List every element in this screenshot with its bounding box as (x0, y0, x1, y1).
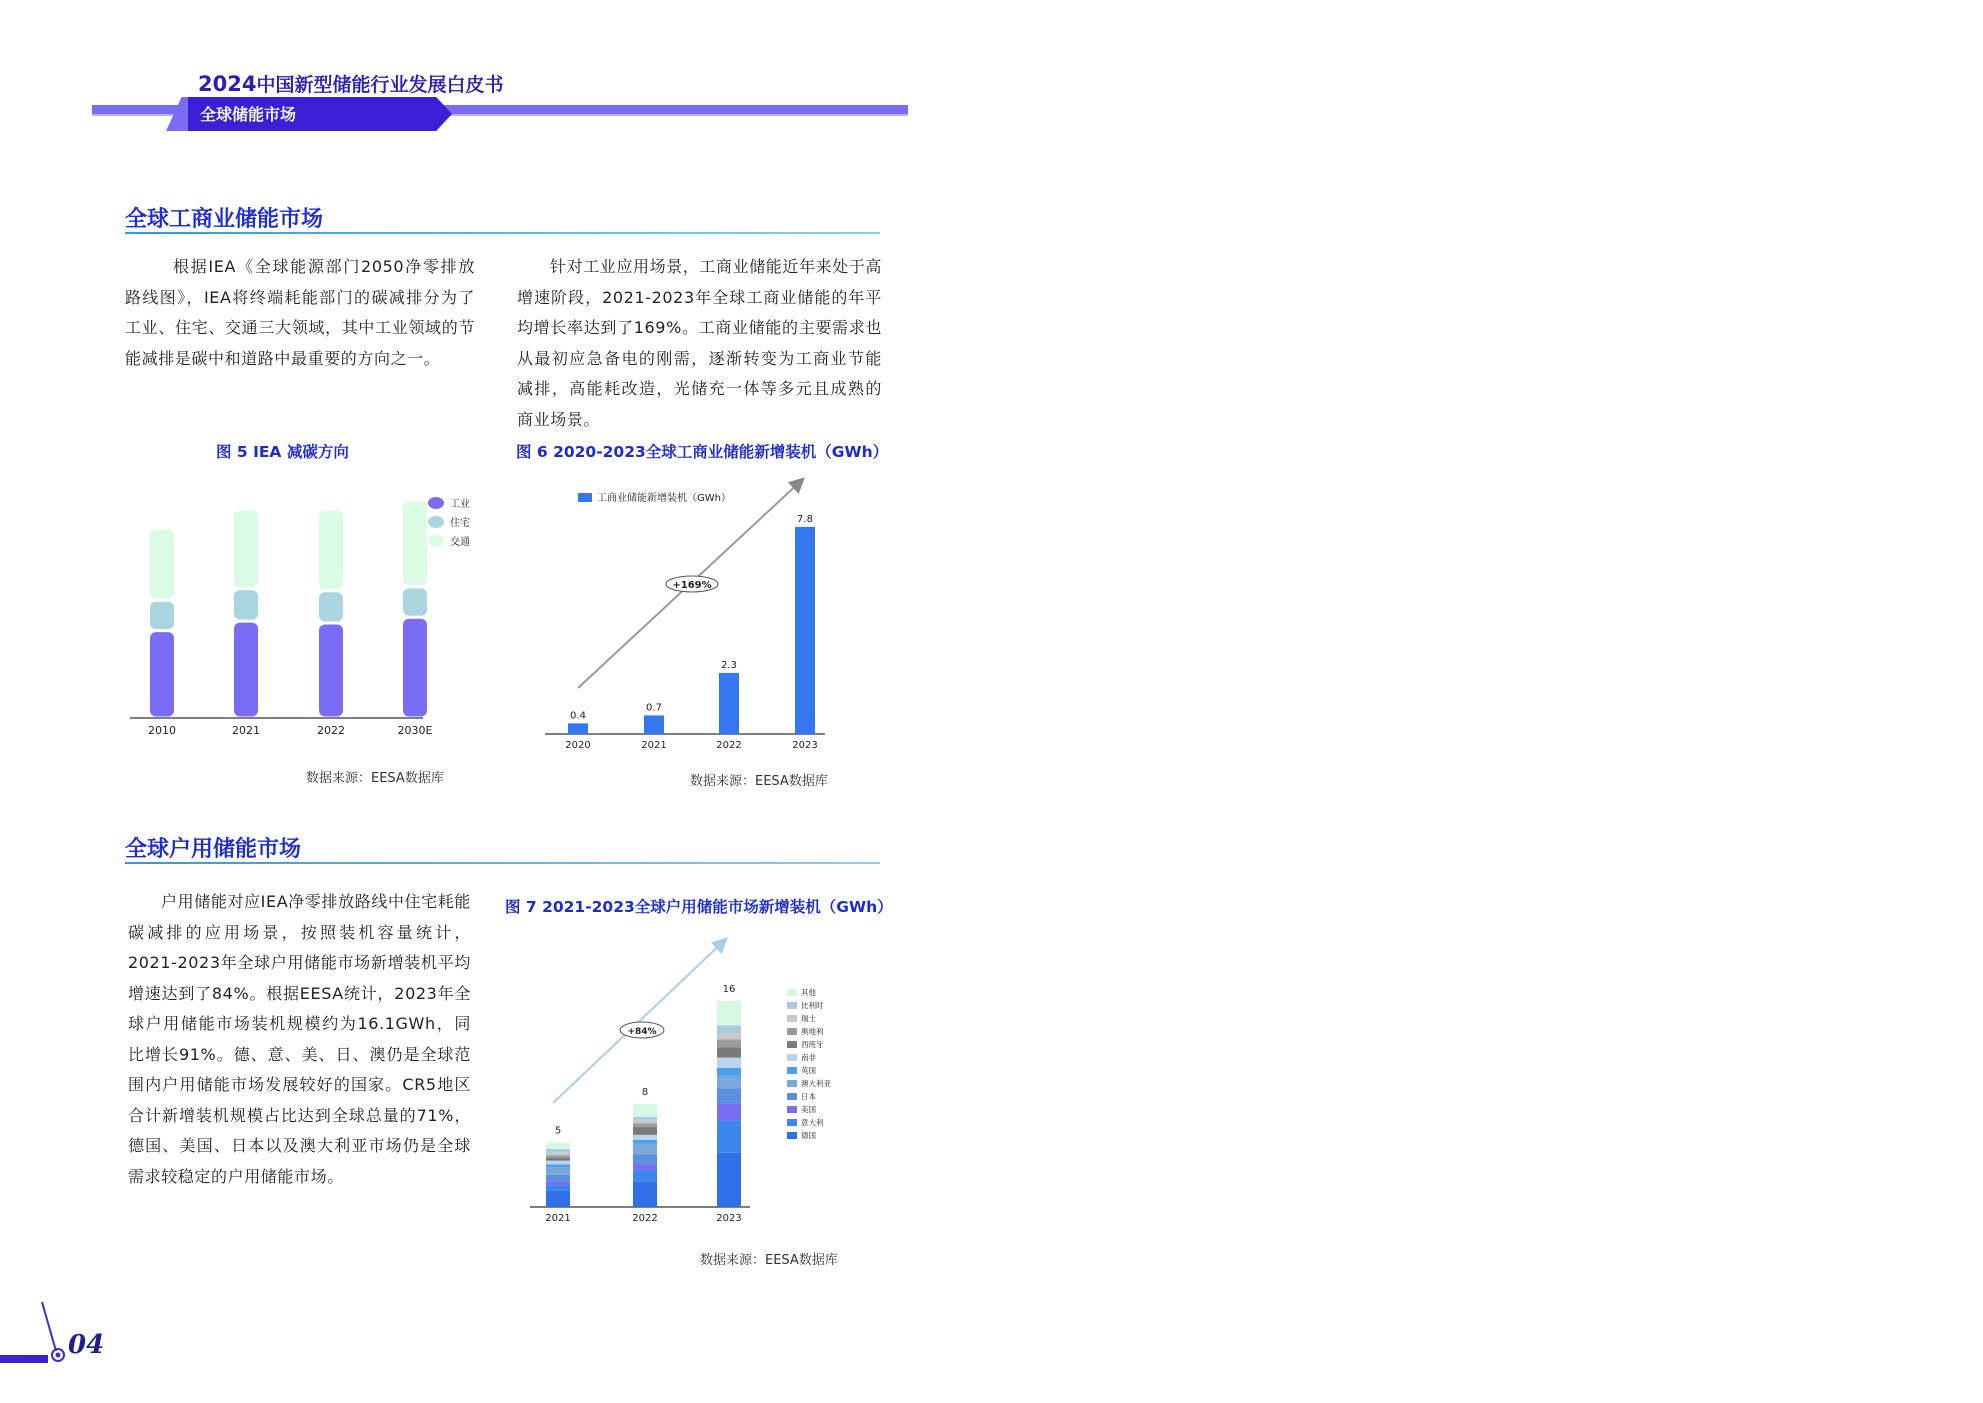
section-tab-label: 全球储能市场 (200, 105, 297, 124)
bar-segment-residential (403, 588, 427, 615)
data-label: 5 (554, 1125, 562, 1137)
bar-segment (633, 1170, 657, 1183)
figure-caption-6: 图 6 2020-2023全球工商业储能新增装机（GWh） (516, 443, 889, 461)
page-number: 04 (68, 1330, 105, 1360)
legend-label: 美国 (801, 1105, 816, 1114)
figure-caption-7: 图 7 2021-2023全球户用储能市场新增装机（GWh） (505, 898, 893, 916)
legend-swatch (428, 535, 444, 547)
x-tick-label: 2030E (397, 724, 433, 737)
bar-segment-industry (403, 619, 427, 717)
legend-swatch (428, 497, 444, 509)
x-tick-label: 2022 (716, 740, 742, 751)
residential-storage-chart (525, 935, 855, 1235)
legend-swatch (787, 1080, 797, 1087)
legend-label: 瑞士 (801, 1014, 816, 1023)
figure-source-7: 数据来源：EESA数据库 (700, 1253, 838, 1268)
legend-label: 工商业储能新增装机（GWh） (597, 493, 731, 504)
document-title-year: 2024 (198, 72, 257, 96)
legend-label: 澳大利亚 (801, 1079, 831, 1088)
growth-label: +169% (672, 580, 712, 591)
legend-label: 德国 (801, 1131, 816, 1140)
x-tick-label: 2022 (317, 724, 345, 737)
bar-segment (633, 1154, 657, 1164)
x-tick-label: 2020 (565, 740, 591, 751)
paragraph-commercial: 针对工业应用场景，工商业储能近年来处于高增速阶段，2021-2023年全球工商业储能的年平均增长率达到了169%。工商业储能的主要需求也从最初应急备电的刚需，逐渐转变为工商业节能减排，高能耗改造，光储充一体等多元且成熟的商业场景。 (517, 257, 883, 429)
legend-label: 意大利 (801, 1118, 824, 1127)
bar-segment-industry (150, 632, 174, 716)
legend-label: 比利时 (801, 1001, 824, 1010)
x-tick-label: 2021 (641, 740, 667, 751)
bar-segment-residential (150, 602, 174, 629)
bar-segment-transport (403, 501, 427, 585)
legend-label: 奥地利 (801, 1027, 824, 1036)
legend-swatch (787, 1132, 797, 1139)
page-marker-icon (0, 1295, 70, 1375)
data-label: 8 (641, 1086, 649, 1098)
iea-decarbonization-chart (120, 470, 500, 740)
bar-segment (633, 1164, 657, 1169)
bar (719, 673, 739, 734)
legend-label: 西班牙 (801, 1040, 824, 1049)
bar-segment (546, 1164, 570, 1167)
legend-swatch (578, 493, 592, 502)
bar-segment (717, 1104, 741, 1121)
bar-segment (546, 1149, 570, 1153)
legend-swatch (787, 989, 797, 996)
bar (644, 715, 664, 734)
bar-segment (717, 1121, 741, 1153)
legend-swatch (787, 1106, 797, 1113)
legend-swatch (787, 1028, 797, 1035)
x-tick-label: 2021 (545, 1213, 571, 1224)
commercial-storage-chart (540, 470, 840, 760)
bar-segment (717, 1001, 741, 1025)
bar-segment (633, 1117, 657, 1121)
legend-swatch (787, 1054, 797, 1061)
bar-segment (546, 1158, 570, 1161)
bar (795, 527, 815, 734)
section-rule (125, 232, 880, 234)
bar-segment (717, 1047, 741, 1057)
bar-segment (546, 1181, 570, 1185)
legend-label: 住宅 (450, 518, 470, 529)
legend-swatch (787, 1015, 797, 1022)
figure-caption-5: 图 5 IEA 减碳方向 (216, 443, 349, 461)
data-label: 2.3 (721, 659, 737, 671)
x-tick-label: 2010 (148, 724, 176, 737)
bar-segment (546, 1161, 570, 1165)
bar-segment (717, 1068, 741, 1076)
x-tick-label: 2023 (792, 740, 818, 751)
legend-label: 南非 (801, 1053, 816, 1062)
legend-label: 工业 (450, 499, 470, 510)
legend-label: 日本 (801, 1092, 816, 1101)
growth-label: +84% (627, 1027, 657, 1037)
legend-swatch (787, 1119, 797, 1126)
section-title-residential: 全球户用储能市场 (125, 837, 302, 862)
bar-segment (546, 1175, 570, 1181)
bar-segment (633, 1135, 657, 1140)
paragraph-residential: 户用储能对应IEA净零排放路线中住宅耗能碳减排的应用场景，按照装机容量统计，2021-2023年全球户用储能市场新增装机平均增速达到了84%。根据EESA统计，2023年全球户用储能市场装机规模约为16.1GWh，同比增长91%。德、意、美、日、澳仍是全球范围内户用储能市场发展较好的国家。CR5地区合计新增装机规模占比达到全球总量的71%，德国、美国、日本以及澳大利亚市场仍是全球需求较稳定的户用储能市场。 (128, 892, 471, 1186)
bar-segment-transport (319, 511, 343, 590)
bar-segment (717, 1088, 741, 1103)
bar-segment (633, 1121, 657, 1124)
bar-segment (633, 1127, 657, 1135)
bar-segment (717, 1025, 741, 1033)
bar-segment (546, 1185, 570, 1190)
bar-segment-transport (234, 511, 258, 588)
x-tick-label: 2023 (716, 1213, 742, 1224)
bar-segment (717, 1039, 741, 1047)
figure-source-5: 数据来源：EESA数据库 (306, 771, 444, 786)
legend-swatch (787, 1093, 797, 1100)
data-label: 0.7 (646, 702, 662, 714)
bar-segment (717, 1153, 741, 1207)
bar-segment-residential (319, 592, 343, 621)
bar (568, 723, 588, 734)
data-label: 7.8 (797, 513, 813, 525)
bar-segment (546, 1143, 570, 1149)
growth-arrow (553, 940, 725, 1103)
legend-swatch (787, 1002, 797, 1009)
document-title (198, 70, 503, 97)
paragraph-iea: 根据IEA《全球能源部门2050净零排放路线图》，IEA将终端耗能部门的碳减排分为了工业、住宅、交通三大领域，其中工业领域的节能减排是碳中和道路中最重要的方向之一。 (125, 257, 475, 368)
bar-segment-industry (319, 625, 343, 717)
bar-segment (717, 1057, 741, 1067)
document-title-text: 中国新型储能行业发展白皮书 (256, 74, 504, 96)
bar-segment (717, 1076, 741, 1089)
x-tick-label: 2022 (632, 1213, 658, 1224)
bar-segment-industry (234, 623, 258, 717)
legend-label: 交通 (450, 537, 470, 548)
legend-swatch (428, 516, 444, 528)
bar-segment (633, 1123, 657, 1127)
bar-segment-residential (234, 590, 258, 619)
data-label: 0.4 (570, 710, 586, 722)
figure-source-6: 数据来源：EESA数据库 (690, 774, 828, 789)
bar-segment (633, 1183, 657, 1207)
bar-segment (546, 1190, 570, 1207)
legend-swatch (787, 1041, 797, 1048)
bar-segment (633, 1140, 657, 1144)
bar-segment (546, 1155, 570, 1158)
bar-segment-transport (150, 530, 174, 599)
bar-segment (546, 1167, 570, 1175)
bar-segment (633, 1144, 657, 1154)
legend-label: 其他 (801, 988, 816, 997)
bar-segment (717, 1033, 741, 1039)
bar-segment (633, 1104, 657, 1117)
legend-swatch (787, 1067, 797, 1074)
legend-label: 英国 (801, 1066, 816, 1075)
data-label: 16 (722, 983, 736, 995)
x-tick-label: 2021 (232, 724, 260, 737)
section-title-commercial: 全球工商业储能市场 (125, 207, 324, 232)
bar-segment (546, 1153, 570, 1156)
section-rule (125, 862, 880, 864)
